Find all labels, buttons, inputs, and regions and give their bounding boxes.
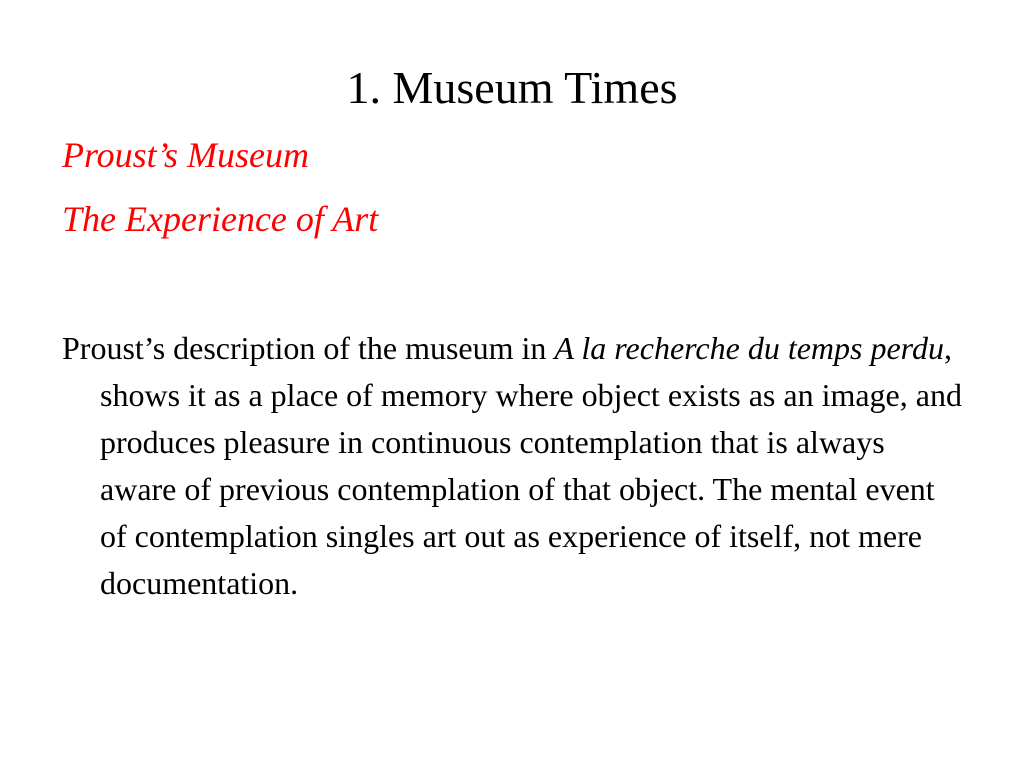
book-title: A la recherche du temps perdu — [554, 330, 944, 366]
body-text-intro: Proust’s description of the museum in — [62, 330, 555, 366]
body-text-rest: , shows it as a place of memory where object exists as an image, and produces pleasure in continuous contemplation that is always aware of previous contemplation of that object. The mental event of contemplation singles art out as experience of itself, not mere documentation. — [100, 330, 962, 601]
slide-title: 1. Museum Times — [346, 62, 678, 113]
subtitle-prousts-museum: Proust’s Museum — [62, 135, 310, 175]
subtitle-experience-of-art: The Experience of Art — [62, 199, 379, 239]
body-paragraph — [62, 325, 967, 607]
